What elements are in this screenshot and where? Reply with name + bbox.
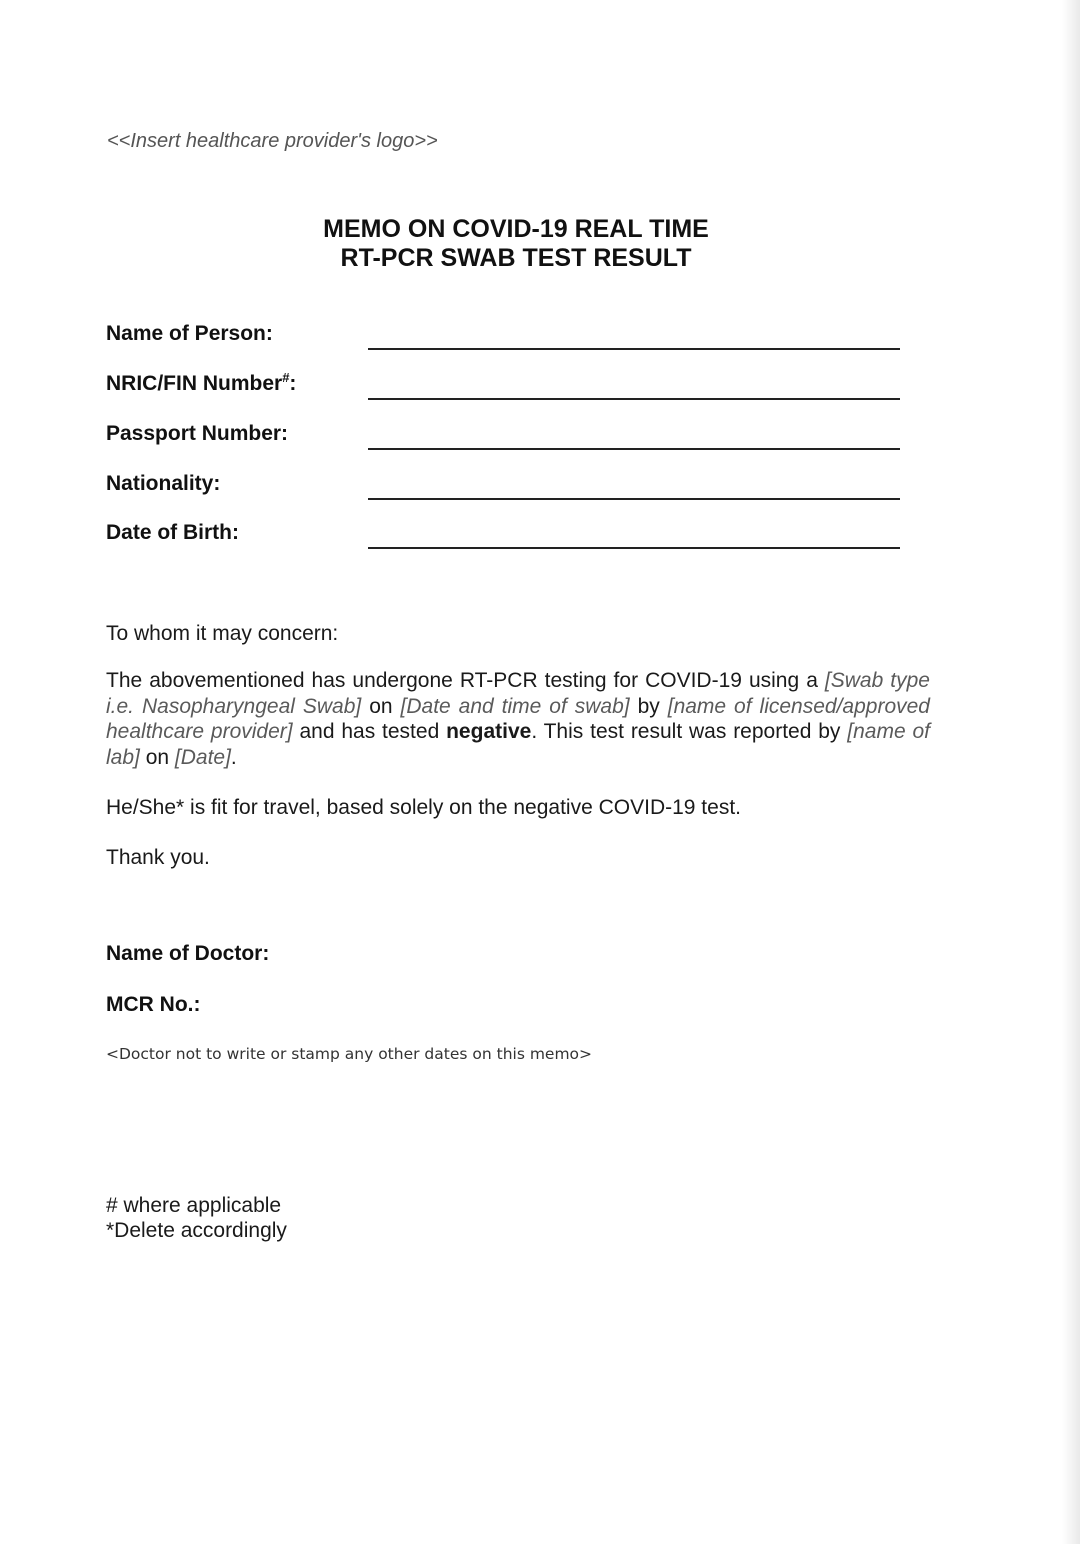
nric-superscript: # [282, 370, 290, 385]
salutation: To whom it may concern: [106, 622, 339, 645]
result-paragraph [106, 668, 930, 770]
field-label-name-of-person: Name of Person: [106, 322, 273, 345]
field-label-nric-fin [106, 372, 296, 396]
result-negative: negative [446, 720, 532, 743]
result-text-2: on [361, 694, 401, 718]
field-passport-number [106, 422, 906, 456]
doctor-instruction-note: <Doctor not to write or stamp any other dates on this memo> [106, 1045, 593, 1063]
field-nationality [106, 472, 906, 506]
result-text-1: The abovementioned has undergone RT-PCR testing for COVID-19 using a [106, 669, 825, 692]
result-text-3: by [629, 694, 668, 718]
field-label-nationality: Nationality: [106, 472, 221, 495]
mcr-number-label: MCR No.: [106, 993, 201, 1016]
nric-label-colon: : [289, 372, 297, 395]
memo-title-line-1: MEMO ON COVID-19 REAL TIME [323, 215, 709, 243]
result-text-7: . [230, 745, 237, 769]
field-nric-fin [106, 372, 906, 406]
result-text-6: on [139, 745, 175, 769]
field-line-passport-number [368, 448, 900, 450]
field-label-passport-number: Passport Number: [106, 422, 289, 445]
placeholder-swab-type: [Swab type i.e. Nasopharyngeal Swab] [106, 669, 930, 718]
field-date-of-birth [106, 521, 906, 555]
field-name-of-person [106, 322, 906, 356]
doctor-name-label: Name of Doctor: [106, 942, 270, 965]
field-line-date-of-birth [368, 547, 900, 549]
memo-title-line-2: RT-PCR SWAB TEST RESULT [340, 244, 692, 272]
field-line-nationality [368, 498, 900, 500]
result-text-4: and has tested [292, 720, 447, 743]
closing-thank-you: Thank you. [106, 846, 210, 869]
footnote-where-applicable: # where applicable [106, 1194, 282, 1217]
field-line-nric-fin [368, 398, 900, 400]
nric-label-text: NRIC/FIN Number [106, 372, 283, 395]
placeholder-swab-datetime: [Date and time of swab] [400, 694, 630, 718]
placeholder-report-date: [Date] [174, 745, 231, 769]
result-text-5: . This test result was reported by [531, 720, 848, 743]
scan-edge [1062, 0, 1080, 1544]
logo-placeholder: <<Insert healthcare provider's logo>> [107, 130, 438, 152]
field-line-name-of-person [368, 348, 900, 350]
fit-for-travel-statement: He/She* is fit for travel, based solely on the negative COVID-19 test. [106, 796, 741, 819]
field-label-date-of-birth: Date of Birth: [106, 521, 239, 544]
footnote-delete-accordingly: *Delete accordingly [106, 1219, 287, 1242]
placeholder-healthcare-provider: [name of licensed/approved healthcare provider] [106, 694, 930, 743]
memo-title [0, 215, 1032, 273]
placeholder-lab-name: [name of lab] [106, 720, 931, 769]
